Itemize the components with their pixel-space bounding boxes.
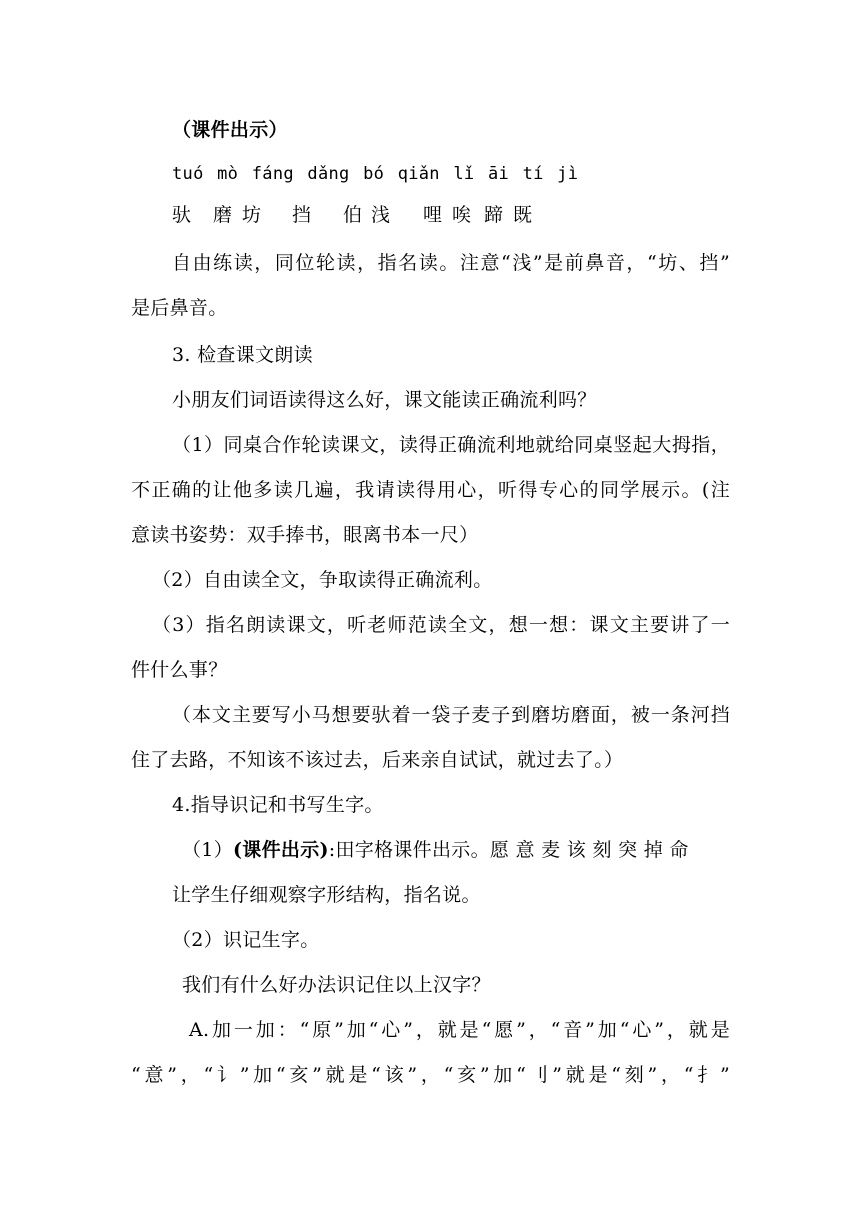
courseware-label: (课件出示) — [233, 839, 329, 861]
character-ai: 唉 — [452, 204, 472, 226]
character-qian: 浅 — [371, 204, 391, 226]
paragraph-line — [182, 838, 689, 862]
paragraph-line: 是后鼻音。 — [131, 297, 228, 319]
paragraph-line: “意”，“讠”加“亥”就是“该”，“亥”加“刂”就是“刻”，“扌” — [131, 1064, 730, 1086]
paragraph-line: （3）指名朗读课文，听老师范读全文，想一想：课文主要讲了一 — [152, 614, 730, 636]
paragraph-line: 自由练读，同位轮读，指名读。注意“浅”是前鼻音，“坊、挡” — [172, 252, 730, 274]
paragraph-line: 不正确的让他多读几遍，我请读得用心，听得专心的同学展示。(注 — [131, 479, 730, 501]
paragraph-line: （1）同桌合作轮读课文，读得正确流利地就给同桌竖起大拇指， — [172, 434, 730, 456]
paragraph-line: 住了去路，不知该不该过去，后来亲自试试，就过去了。） — [131, 749, 624, 771]
character-ti: 蹄 — [484, 204, 504, 226]
paragraph-line: 小朋友们词语读得这么好，课文能读正确流利吗？ — [172, 389, 597, 411]
paragraph-line: 让学生仔细观察字形结构，指名说。 — [172, 884, 481, 906]
paragraph-line: 件什么事？ — [131, 659, 228, 681]
courseware-text: :田字格课件出示。愿 意 麦 该 刻 突 掉 命 — [328, 839, 689, 861]
character-tuo: 驮 — [172, 204, 192, 226]
paragraph-line: A.加一加：“原”加“心”，就是“愿”，“音”加“心”，就是 — [189, 1019, 730, 1041]
character-ji: 既 — [513, 204, 533, 226]
character-dang: 挡 — [292, 204, 312, 226]
character-row — [0, 203, 860, 227]
section-4-heading: 4.指导识记和书写生字。 — [172, 794, 384, 816]
item-number: （1） — [182, 839, 233, 861]
character-fang: 坊 — [242, 204, 262, 226]
paragraph-line: （2）自由读全文，争取读得正确流利。 — [152, 569, 493, 591]
section-3-heading: 3. 检查课文朗读 — [172, 344, 313, 366]
paragraph-line: 意读书姿势：双手捧书，眼离书本一尺） — [131, 524, 479, 546]
paragraph-line: （本文主要写小马想要驮着一袋子麦子到磨坊磨面，被一条河挡 — [172, 704, 730, 726]
character-mo: 磨 — [213, 204, 233, 226]
paragraph-line: （2）识记生字。 — [172, 929, 320, 951]
paragraph-line: 我们有什么好办法识记住以上汉字？ — [182, 974, 491, 996]
character-li: 哩 — [423, 204, 443, 226]
character-bo: 伯 — [343, 204, 363, 226]
pinyin-row: tuó mò fáng dǎng bó qiǎn lǐ āi tí jì — [172, 164, 579, 184]
section-heading: （课件出示） — [172, 119, 288, 141]
